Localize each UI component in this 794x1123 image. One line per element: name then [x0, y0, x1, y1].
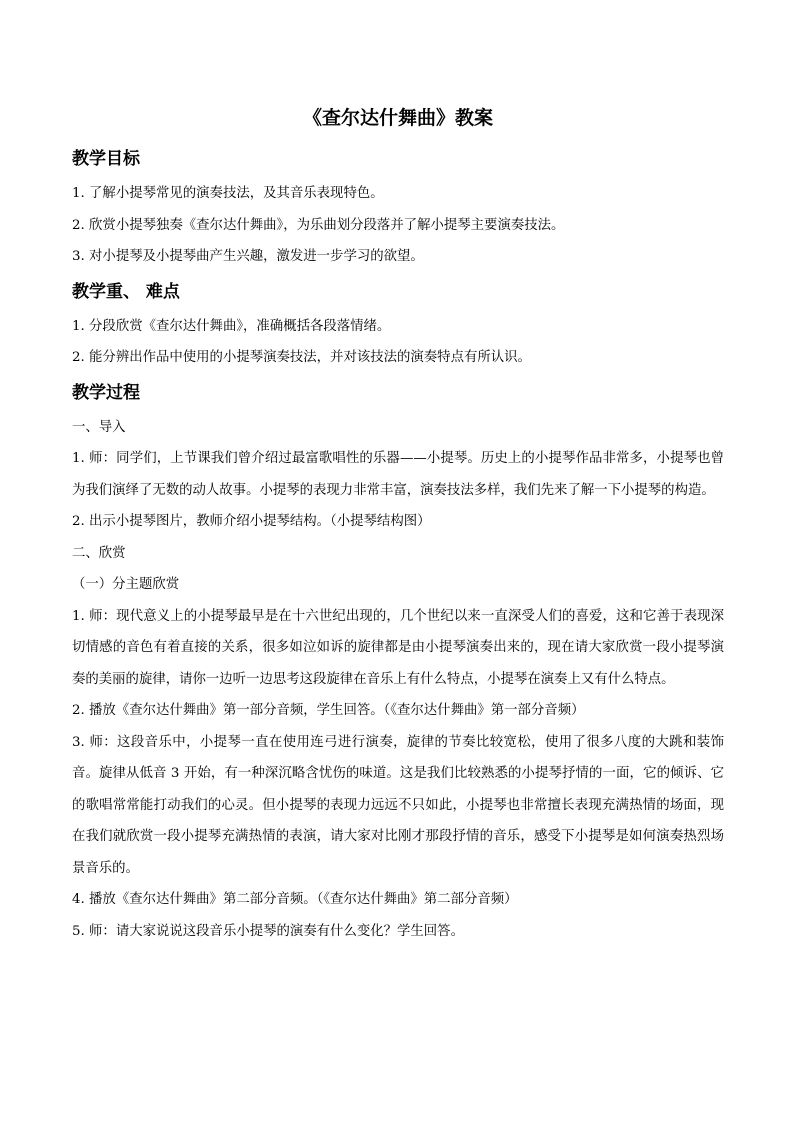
appreciate-paragraph-2: 2. 播放《查尔达什舞曲》第一部分音频，学生回答。（《查尔达什舞曲》第一部分音频）	[72, 703, 585, 718]
appreciate-paragraph-3: 3. 师：这段音乐中，小提琴一直在使用连弓进行演奏，旋律的节奏比较宽松，使用了很多八度的大跳和装饰音。旋律从低音 3 开始，有一种深沉略含忧伤的味道。这是我们比较熟悉的小提琴抒情的一面，它的倾诉、它的歌唱常常能打动我们的心灵。但小提琴的表现力远远不只如此，小提琴也非常擅长表现充满热情的场面，现在我们就欣赏一段小提琴充满热情的表演，请大家对比刚才那段抒情的音乐，感受下小提琴是如何演奏热烈场景音乐的。	[72, 734, 724, 876]
section-intro-label: 一、导入	[72, 419, 126, 435]
heading-objectives: 教学目标	[72, 149, 140, 169]
intro-paragraph-2: 2. 出示小提琴图片，教师介绍小提琴结构。（小提琴结构图）	[72, 514, 431, 529]
section-appreciate-label: 二、欣赏	[72, 545, 126, 561]
appreciate-paragraph-5: 5. 师：请大家说说这段音乐小提琴的演奏有什么变化？学生回答。	[72, 923, 464, 939]
key-point-item-1: 1. 分段欣赏《查尔达什舞曲》，准确概括各段落情绪。	[72, 318, 391, 334]
document-page	[72, 100, 724, 947]
objective-item-3: 3. 对小提琴及小提琴曲产生兴趣，激发进一步学习的欲望。	[72, 249, 424, 264]
document-title: 《查尔达什舞曲》教案	[302, 107, 493, 129]
objective-item-2: 2. 欣赏小提琴独奏《查尔达什舞曲》，为乐曲划分段落并了解小提琴主要演奏技法。	[72, 217, 565, 233]
key-point-item-2: 2. 能分辨出作品中使用的小提琴演奏技法，并对该技法的演奏特点有所认识。	[72, 350, 531, 365]
subsection-label: （一）分主题欣赏	[72, 577, 180, 592]
objective-item-1: 1. 了解小提琴常见的演奏技法，及其音乐表现特色。	[72, 186, 384, 201]
appreciate-paragraph-4: 4. 播放《查尔达什舞曲》第二部分音频。（《查尔达什舞曲》第二部分音频）	[72, 892, 518, 907]
appreciate-paragraph-1: 1. 师：现代意义上的小提琴最早是在十六世纪出现的，几个世纪以来一直深受人们的喜爱，这和它善于表现深切情感的音色有着直接的关系，很多如泣如诉的旋律都是由小提琴演奏出来的，现在请大家欣赏一段小提琴演奏的美丽的旋律，请你一边听一边思考这段旋律在音乐上有什么特点，小提琴在演奏上又有什么特点。	[72, 608, 724, 687]
intro-paragraph-1: 1. 师：同学们，上节课我们曾介绍过最富歌唱性的乐器——小提琴。历史上的小提琴作品非常多，小提琴也曾为我们演绎了无数的动人故事。小提琴的表现力非常丰富，演奏技法多样，我们先来了解一下小提琴的构造。	[72, 451, 724, 498]
heading-process: 教学过程	[72, 382, 140, 403]
heading-key-points: 教学重、 难点	[72, 281, 180, 302]
